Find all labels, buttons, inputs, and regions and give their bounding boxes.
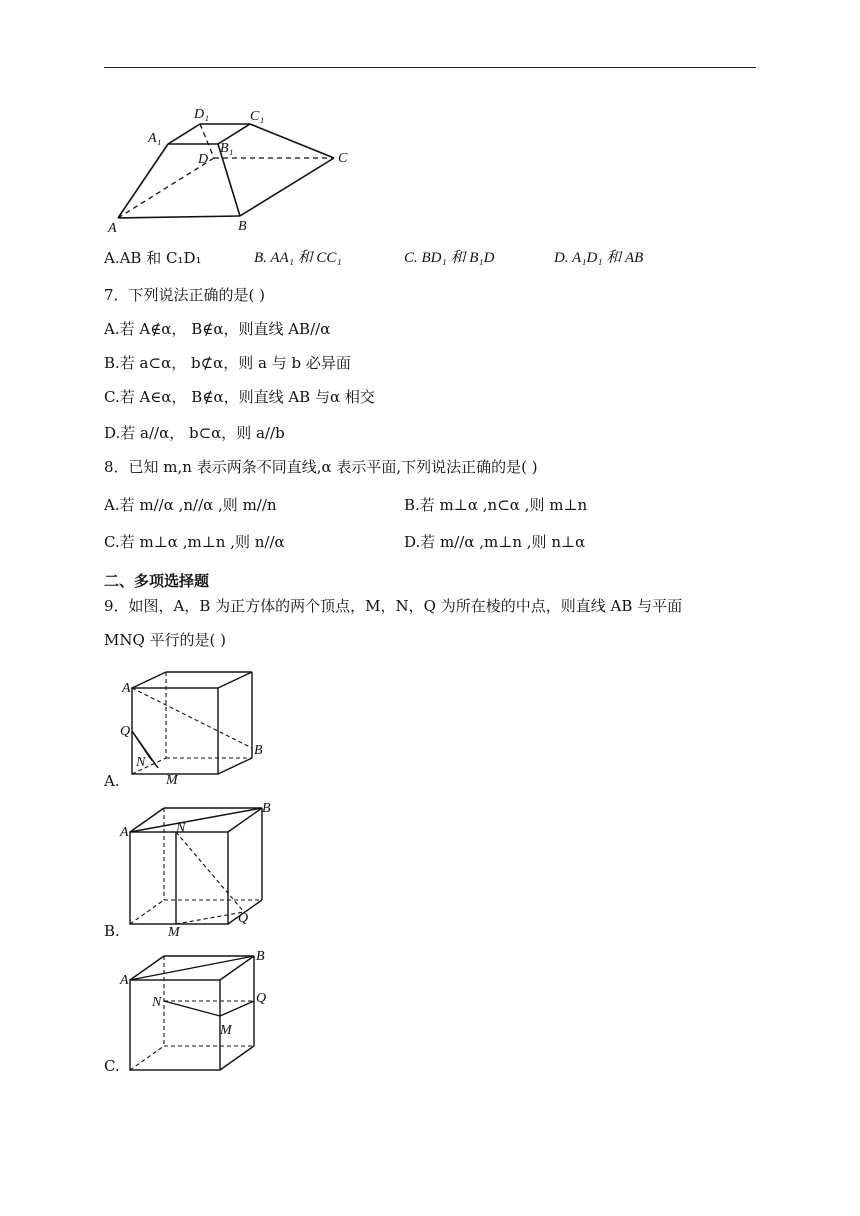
cube-a-label-B: B	[254, 743, 263, 758]
q8-option-c: C.若 m⊥α ,m⊥n ,则 n//α	[104, 533, 285, 551]
cube-c-label-Q: Q	[256, 991, 267, 1006]
cube-c-label-N: N	[152, 995, 162, 1010]
cube-figure-b	[118, 798, 288, 938]
q6-option-a: A.AB 和 C₁D₁	[104, 249, 202, 267]
header-rule	[104, 67, 756, 68]
q7-option-c: C.若 A∈α， B∉α，则直线 AB 与α 相交	[104, 388, 375, 406]
label-B: B	[238, 219, 247, 234]
label-A1: A₁	[148, 131, 162, 146]
q7-option-a: A.若 A∉α， B∉α，则直线 AB//α	[104, 320, 331, 338]
q6-option-d: D. A₁D₁ 和 AB	[554, 250, 644, 266]
cube-figure-a	[118, 668, 278, 788]
cube-a-label-A: A	[122, 681, 131, 696]
cube-a-label-M: M	[166, 773, 178, 788]
frustum-figure	[104, 100, 364, 235]
cube-c-label-M: M	[220, 1023, 232, 1038]
cube-figure-c	[118, 946, 288, 1076]
section-heading: 二、多项选择题	[104, 573, 210, 590]
q7-option-b: B.若 a⊂α， b⊄α，则 a 与 b 必异面	[104, 354, 351, 372]
q9-option-b: B.	[104, 922, 120, 940]
q9-option-a: A.	[104, 772, 120, 790]
q7-stem: 7．下列说法正确的是( )	[104, 286, 266, 304]
cube-a-label-Q: Q	[120, 724, 131, 739]
label-D1: D₁	[194, 107, 209, 122]
q8-option-b: B.若 m⊥α ,n⊂α ,则 m⊥n	[404, 496, 588, 514]
cube-c-label-A: A	[120, 973, 129, 988]
q8-stem: 8．已知 m,n 表示两条不同直线,α 表示平面,下列说法正确的是( )	[104, 458, 538, 476]
q6-option-b: B. AA₁ 和 CC₁	[254, 250, 342, 266]
label-B1: B₁	[220, 141, 234, 156]
q9-option-c: C.	[104, 1057, 120, 1075]
label-D: D	[198, 152, 209, 167]
q8-option-d: D.若 m//α ,m⊥n ,则 n⊥α	[404, 533, 586, 551]
label-A: A	[108, 221, 117, 236]
cube-c-label-B: B	[256, 949, 265, 964]
cube-b-label-M: M	[168, 925, 180, 940]
q7-option-d: D.若 a//α， b⊂α，则 a//b	[104, 424, 285, 442]
label-C1: C₁	[250, 109, 265, 124]
cube-b-label-Q: Q	[238, 911, 249, 926]
q9-stem-line2: MNQ 平行的是( )	[104, 631, 227, 649]
cube-b-label-N: N	[176, 821, 186, 836]
cube-b-label-B: B	[262, 801, 271, 816]
q6-option-c: C. BD₁ 和 B₁D	[404, 250, 495, 266]
cube-b-label-A: A	[120, 825, 129, 840]
q9-stem-line1: 9．如图，A，B 为正方体的两个顶点，M，N，Q 为所在棱的中点，则直线 AB 与平面	[104, 597, 683, 615]
label-C: C	[338, 151, 348, 166]
cube-a-label-N: N	[136, 755, 146, 770]
q8-option-a: A.若 m//α ,n//α ,则 m//n	[104, 496, 277, 514]
